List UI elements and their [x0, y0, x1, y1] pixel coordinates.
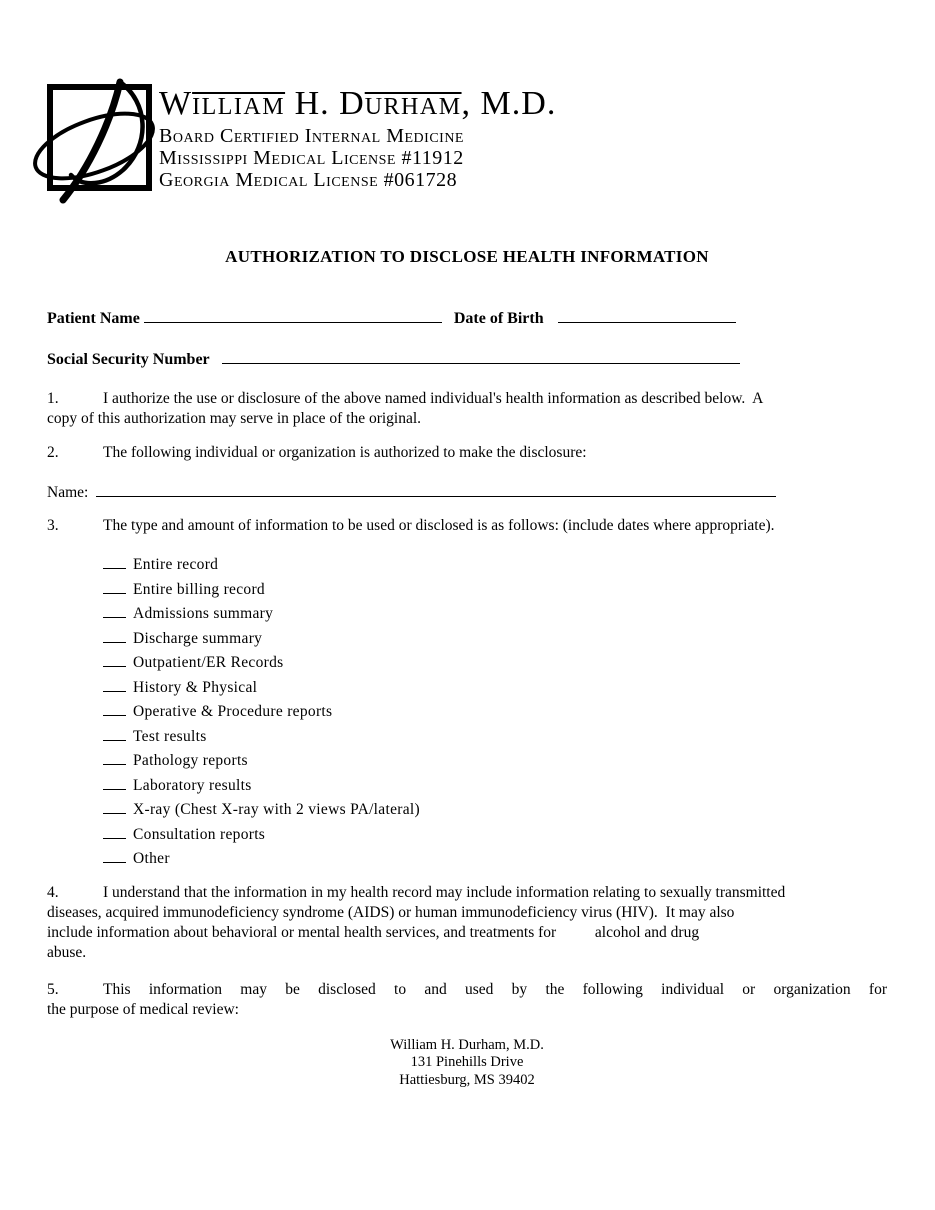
georgia-license-line: Georgia Medical License #061728	[159, 169, 458, 191]
name-part: ILLIAM	[192, 94, 286, 120]
section-5-line	[47, 980, 887, 1000]
patient-identity-row	[47, 308, 887, 328]
checkbox-blank[interactable]	[103, 654, 126, 667]
date-of-birth-label: Date of Birth	[453, 310, 544, 327]
records-checklist	[47, 553, 887, 872]
physician-name	[159, 86, 556, 125]
checklist-item	[47, 798, 887, 823]
section-4	[47, 883, 887, 963]
checkbox-blank[interactable]	[103, 703, 126, 716]
checklist-item-label: Operative & Procedure reports	[133, 703, 333, 720]
recipient-name: William H. Durham, M.D.	[390, 1036, 544, 1053]
name-part: W	[159, 85, 193, 122]
checkbox-blank[interactable]	[103, 679, 126, 692]
name-part: H.	[285, 85, 340, 122]
section-1-line	[47, 389, 887, 409]
mississippi-license-line: Mississippi Medical License #11912	[159, 147, 464, 169]
checklist-item-label: Admissions summary	[133, 605, 274, 622]
recipient-street: 131 Pinehills Drive	[410, 1054, 524, 1070]
checkbox-blank[interactable]	[103, 850, 126, 863]
section-1	[47, 389, 887, 429]
section-text: The following individual or organization is authorized to make the disclosure:	[103, 444, 587, 461]
patient-name-field[interactable]	[144, 308, 442, 323]
checklist-item	[47, 700, 887, 725]
checkbox-blank[interactable]	[103, 581, 126, 594]
section-text: I understand that the information in my health record may include information relating to sexually transmitted	[103, 883, 786, 901]
section-4-line: diseases, acquired immunodeficiency syndrome (AIDS) or human immunodeficiency virus (HIV). It may also	[47, 903, 735, 921]
checklist-item	[47, 847, 887, 872]
letterhead-text	[150, 85, 556, 191]
section-number: 3.	[47, 517, 59, 534]
monogram-d-icon	[21, 70, 181, 220]
section-text: I authorize the use or disclosure of the above named individual's health information as described below. A	[103, 390, 764, 407]
checklist-item-label: Entire record	[133, 556, 219, 573]
checklist-item	[47, 774, 887, 799]
letterhead	[47, 85, 887, 191]
checklist-item-label: Test results	[133, 727, 207, 745]
board-certification-line: Board Certified Internal Medicine	[159, 125, 464, 147]
checklist-item-label: Pathology reports	[133, 752, 248, 769]
checklist-item	[47, 651, 887, 676]
discloser-name-label: Name:	[47, 484, 89, 501]
recipient-address	[47, 1037, 887, 1090]
section-number: 5.	[47, 980, 59, 998]
checklist-item	[47, 823, 887, 848]
clinic-monogram-logo	[47, 85, 150, 189]
patient-name-label: Patient Name	[47, 310, 140, 327]
section-2	[47, 443, 887, 463]
section-4-line: include information about behavioral or mental health services, and treatments for alcohol and drug	[47, 923, 700, 941]
checklist-item-label: Laboratory results	[133, 776, 252, 794]
checklist-item-label: Consultation reports	[133, 825, 266, 843]
section-number: 2.	[47, 444, 59, 461]
checkbox-blank[interactable]	[103, 826, 126, 839]
section-text: The type and amount of information to be used or disclosed is as follows: (include dates where appropriate).	[103, 517, 775, 534]
section-2-line	[47, 443, 887, 463]
checklist-item	[47, 627, 887, 652]
checkbox-blank[interactable]	[103, 728, 126, 741]
ssn-row	[47, 349, 887, 369]
checkbox-blank[interactable]	[103, 605, 126, 618]
section-number: 1.	[47, 390, 59, 407]
section-4-line	[47, 883, 887, 903]
section-number: 4.	[47, 883, 59, 901]
checklist-item-label: X-ray (Chest X-ray with 2 views PA/lateral)	[133, 801, 420, 818]
name-part: D	[339, 85, 365, 122]
name-part: , M.D.	[461, 85, 557, 122]
recipient-city-state-zip: Hattiesburg, MS 39402	[399, 1071, 535, 1088]
checklist-item-label: History & Physical	[133, 678, 258, 696]
section-3-line	[47, 516, 887, 536]
checklist-item-label: Entire billing record	[133, 580, 265, 598]
checkbox-blank[interactable]	[103, 752, 126, 765]
checklist-item	[47, 553, 887, 578]
ssn-field[interactable]	[222, 349, 740, 364]
section-1-line: copy of this authorization may serve in place of the original.	[47, 410, 422, 427]
checklist-item-label: Discharge summary	[133, 629, 263, 647]
checklist-item	[47, 676, 887, 701]
section-5-line: the purpose of medical review:	[47, 1000, 239, 1018]
ssn-label: Social Security Number	[47, 351, 210, 368]
section-5	[47, 980, 887, 1020]
checklist-item-label: Outpatient/ER Records	[133, 654, 284, 671]
section-text: This information may be disclosed to and used by the following individual or organization for	[103, 980, 887, 998]
checkbox-blank[interactable]	[103, 777, 126, 790]
name-part: URHAM	[364, 94, 462, 120]
discloser-name-field[interactable]	[96, 482, 776, 497]
section-4-line: abuse.	[47, 943, 87, 961]
checkbox-blank[interactable]	[103, 556, 126, 569]
checklist-item-label: Other	[133, 850, 170, 867]
date-of-birth-field[interactable]	[558, 308, 736, 323]
checkbox-blank[interactable]	[103, 630, 126, 643]
form-title: AUTHORIZATION TO DISCLOSE HEALTH INFORMATION	[225, 247, 709, 266]
checklist-item	[47, 725, 887, 750]
checkbox-blank[interactable]	[103, 801, 126, 814]
section-3	[47, 516, 887, 536]
checklist-item	[47, 749, 887, 774]
discloser-name-row	[47, 482, 887, 502]
checklist-item	[47, 578, 887, 603]
checklist-item	[47, 602, 887, 627]
